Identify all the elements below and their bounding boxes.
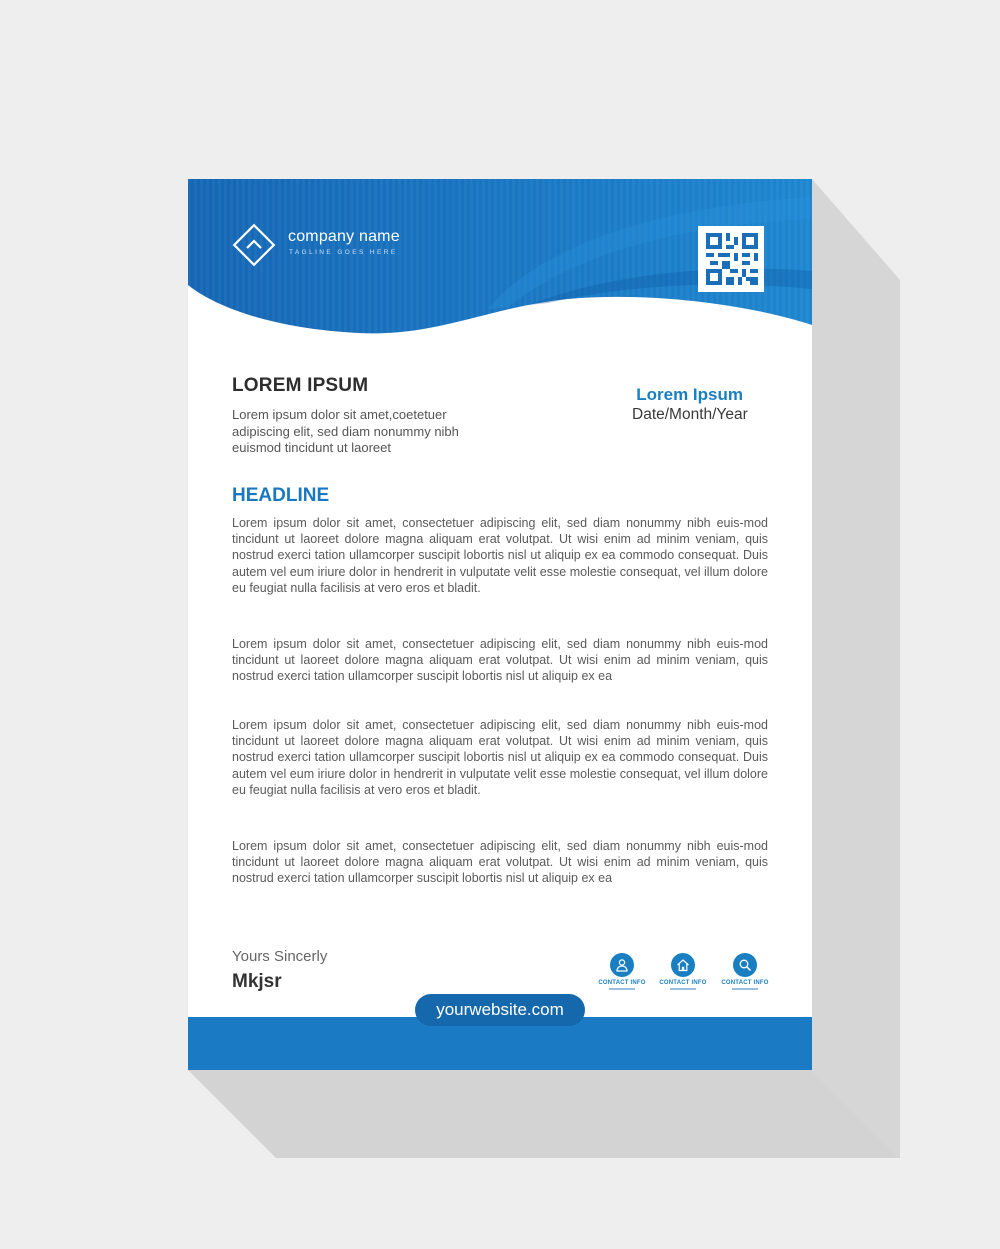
letterhead-page: [188, 179, 812, 1070]
contact-detail-line: [670, 988, 696, 990]
contact-label: CONTACT INFO: [721, 980, 769, 986]
contact-detail-line: [732, 988, 758, 990]
body-paragraph: Lorem ipsum dolor sit amet, consectetuer adipiscing elit, sed diam nonummy nibh euis-mod tincidunt ut laoreet dolore magna aliquam erat volutpat. Ut wisi enim ad minim veniam, quis nostrud exerci tation ullamcorper suscipit lobortis nisl ut aliquip ex ea: [232, 839, 768, 886]
recipient-title: Lorem Ipsum: [636, 385, 743, 404]
company-name: company name: [288, 228, 400, 245]
search-icon: [733, 953, 757, 977]
website-link[interactable]: yourwebsite.com: [415, 994, 585, 1026]
qr-code-icon: [698, 226, 764, 292]
contact-item-user: [592, 953, 652, 990]
closing-salutation: Yours Sincerly: [232, 948, 328, 965]
signer-name: Mkjsr: [232, 971, 282, 992]
body-paragraph: Lorem ipsum dolor sit amet, consectetuer adipiscing elit, sed diam nonummy nibh euis-mod tincidunt ut laoreet dolore magna aliquam erat volutpat. Ut wisi enim ad minim veniam, quis nostrud exerci tation ullamcorper suscipit lobortis nisl ut aliquip ex ea commodo consequat. Duis autem vel eum iriure dolor in hendrerit in vulputate velit esse molestie consequat, vel illum dolore eu feugiat nulla facilisis at vero eros et bladit.: [232, 718, 768, 797]
sender-address: Lorem ipsum dolor sit amet,coetetuer adipiscing elit, sed diam nonummy nibh euismod tincidunt ut laoreet: [232, 407, 459, 455]
home-icon: [671, 953, 695, 977]
contact-item-home: [653, 953, 713, 990]
body-paragraph: Lorem ipsum dolor sit amet, consectetuer adipiscing elit, sed diam nonummy nibh euis-mod tincidunt ut laoreet dolore magna aliquam erat volutpat. Ut wisi enim ad minim veniam, quis nostrud exerci tation ullamcorper suscipit lobortis nisl ut aliquip ex ea: [232, 637, 768, 684]
sender-title: LOREM IPSUM: [232, 375, 369, 396]
headline: HEADLINE: [232, 485, 330, 506]
user-icon: [610, 953, 634, 977]
contact-label: CONTACT INFO: [659, 980, 707, 986]
contact-label: CONTACT INFO: [598, 980, 646, 986]
contact-detail-line: [609, 988, 635, 990]
diamond-chevron-logo-icon: [230, 221, 278, 269]
contact-item-search: [715, 953, 775, 990]
letter-date: Date/Month/Year: [632, 406, 748, 423]
tagline: TAGLINE GOES HERE: [289, 249, 398, 256]
body-paragraph: Lorem ipsum dolor sit amet, consectetuer adipiscing elit, sed diam nonummy nibh euis-mod tincidunt ut laoreet dolore magna aliquam erat volutpat. Ut wisi enim ad minim veniam, quis nostrud exerci tation ullamcorper suscipit lobortis nisl ut aliquip ex ea commodo consequat. Duis autem vel eum iriure dolor in hendrerit in vulputate velit esse molestie consequat, vel illum dolore eu feugiat nulla facilisis at vero eros et bladit.: [232, 516, 768, 595]
